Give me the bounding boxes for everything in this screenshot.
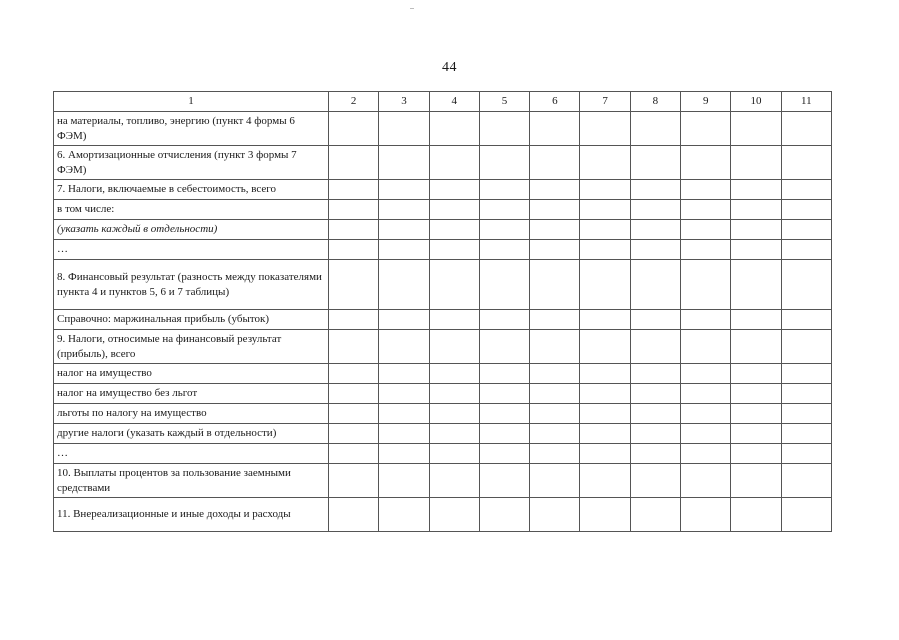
empty-cell — [781, 112, 831, 146]
header-row — [54, 92, 832, 112]
empty-cell — [681, 424, 731, 444]
empty-cell — [580, 260, 630, 310]
empty-cell — [479, 112, 529, 146]
scan-speck — [410, 8, 414, 9]
empty-cell — [530, 220, 580, 240]
empty-cell — [379, 220, 429, 240]
empty-cell — [731, 330, 781, 364]
empty-cell — [781, 260, 831, 310]
empty-cell — [429, 112, 479, 146]
table-row — [54, 200, 832, 220]
table-row — [54, 310, 832, 330]
empty-cell — [329, 112, 379, 146]
empty-cell — [329, 364, 379, 384]
column-header: 11 — [781, 92, 831, 112]
row-label: налог на имущество — [54, 364, 329, 384]
empty-cell — [429, 200, 479, 220]
empty-cell — [429, 444, 479, 464]
empty-cell — [429, 260, 479, 310]
empty-cell — [731, 424, 781, 444]
table-row — [54, 444, 832, 464]
empty-cell — [630, 384, 680, 404]
data-table — [53, 91, 832, 532]
row-label: 11. Внереализационные и иные доходы и расходы — [54, 498, 329, 532]
empty-cell — [731, 444, 781, 464]
row-label: 7. Налоги, включаемые в себестоимость, всего — [54, 180, 329, 200]
empty-cell — [630, 310, 680, 330]
column-header: 2 — [329, 92, 379, 112]
row-label: 10. Выплаты процентов за пользование заемными средствами — [54, 464, 329, 498]
empty-cell — [731, 240, 781, 260]
empty-cell — [681, 146, 731, 180]
empty-cell — [329, 310, 379, 330]
empty-cell — [479, 146, 529, 180]
empty-cell — [379, 146, 429, 180]
empty-cell — [731, 200, 781, 220]
empty-cell — [479, 444, 529, 464]
empty-cell — [731, 364, 781, 384]
row-label: налог на имущество без льгот — [54, 384, 329, 404]
empty-cell — [379, 310, 429, 330]
empty-cell — [429, 404, 479, 424]
empty-cell — [781, 200, 831, 220]
empty-cell — [630, 260, 680, 310]
empty-cell — [479, 330, 529, 364]
empty-cell — [580, 444, 630, 464]
empty-cell — [580, 180, 630, 200]
empty-cell — [329, 464, 379, 498]
empty-cell — [379, 404, 429, 424]
empty-cell — [379, 424, 429, 444]
table-row — [54, 180, 832, 200]
empty-cell — [429, 498, 479, 532]
empty-cell — [379, 364, 429, 384]
row-label: на материалы, топливо, энергию (пункт 4 формы 6 ФЭМ) — [54, 112, 329, 146]
empty-cell — [329, 180, 379, 200]
empty-cell — [781, 310, 831, 330]
table-row — [54, 220, 832, 240]
empty-cell — [630, 498, 680, 532]
empty-cell — [681, 240, 731, 260]
empty-cell — [630, 364, 680, 384]
empty-cell — [630, 464, 680, 498]
page-number: 44 — [442, 60, 457, 75]
empty-cell — [630, 112, 680, 146]
empty-cell — [530, 498, 580, 532]
table-body — [54, 112, 832, 532]
empty-cell — [379, 112, 429, 146]
empty-cell — [681, 200, 731, 220]
empty-cell — [479, 404, 529, 424]
empty-cell — [781, 146, 831, 180]
empty-cell — [580, 364, 630, 384]
empty-cell — [681, 384, 731, 404]
empty-cell — [630, 180, 680, 200]
empty-cell — [379, 180, 429, 200]
empty-cell — [731, 146, 781, 180]
empty-cell — [630, 424, 680, 444]
empty-cell — [781, 444, 831, 464]
empty-cell — [530, 364, 580, 384]
empty-cell — [329, 146, 379, 180]
empty-cell — [580, 404, 630, 424]
empty-cell — [681, 330, 731, 364]
table-row — [54, 112, 832, 146]
empty-cell — [580, 240, 630, 260]
empty-cell — [479, 260, 529, 310]
column-header: 1 — [54, 92, 329, 112]
column-header: 3 — [379, 92, 429, 112]
empty-cell — [630, 146, 680, 180]
column-header: 10 — [731, 92, 781, 112]
empty-cell — [479, 464, 529, 498]
empty-cell — [731, 384, 781, 404]
empty-cell — [580, 310, 630, 330]
empty-cell — [580, 498, 630, 532]
empty-cell — [329, 498, 379, 532]
empty-cell — [580, 330, 630, 364]
empty-cell — [429, 364, 479, 384]
table-row — [54, 384, 832, 404]
empty-cell — [429, 220, 479, 240]
empty-cell — [429, 146, 479, 180]
empty-cell — [479, 384, 529, 404]
table-row — [54, 364, 832, 384]
empty-cell — [329, 384, 379, 404]
empty-cell — [530, 146, 580, 180]
empty-cell — [580, 384, 630, 404]
empty-cell — [379, 200, 429, 220]
empty-cell — [580, 200, 630, 220]
row-label: … — [54, 444, 329, 464]
empty-cell — [379, 384, 429, 404]
empty-cell — [429, 384, 479, 404]
empty-cell — [681, 260, 731, 310]
row-label: 6. Амортизационные отчисления (пункт 3 формы 7 ФЭМ) — [54, 146, 329, 180]
empty-cell — [580, 146, 630, 180]
empty-cell — [429, 424, 479, 444]
table-row — [54, 498, 832, 532]
empty-cell — [479, 310, 529, 330]
empty-cell — [731, 112, 781, 146]
row-label: … — [54, 240, 329, 260]
empty-cell — [630, 330, 680, 364]
empty-cell — [429, 180, 479, 200]
empty-cell — [379, 260, 429, 310]
empty-cell — [630, 200, 680, 220]
row-label: (указать каждый в отдельности) — [54, 220, 329, 240]
empty-cell — [479, 424, 529, 444]
empty-cell — [781, 384, 831, 404]
column-header: 5 — [479, 92, 529, 112]
column-header: 9 — [681, 92, 731, 112]
empty-cell — [479, 220, 529, 240]
empty-cell — [530, 384, 580, 404]
column-header: 8 — [630, 92, 680, 112]
empty-cell — [530, 240, 580, 260]
empty-cell — [781, 498, 831, 532]
empty-cell — [580, 112, 630, 146]
table-row — [54, 404, 832, 424]
row-label: Справочно: маржинальная прибыль (убыток) — [54, 310, 329, 330]
empty-cell — [681, 444, 731, 464]
empty-cell — [379, 498, 429, 532]
table-row — [54, 240, 832, 260]
table-row — [54, 260, 832, 310]
column-header: 4 — [429, 92, 479, 112]
empty-cell — [681, 180, 731, 200]
empty-cell — [781, 180, 831, 200]
empty-cell — [630, 220, 680, 240]
empty-cell — [530, 424, 580, 444]
table-row — [54, 464, 832, 498]
row-label: 8. Финансовый результат (разность между показателями пункта 4 и пунктов 5, 6 и 7 таблицы) — [54, 260, 329, 310]
empty-cell — [731, 220, 781, 240]
empty-cell — [731, 404, 781, 424]
empty-cell — [630, 404, 680, 424]
empty-cell — [429, 330, 479, 364]
empty-cell — [429, 310, 479, 330]
empty-cell — [479, 364, 529, 384]
empty-cell — [781, 404, 831, 424]
empty-cell — [379, 240, 429, 260]
empty-cell — [329, 240, 379, 260]
empty-cell — [530, 404, 580, 424]
empty-cell — [781, 464, 831, 498]
row-label: льготы по налогу на имущество — [54, 404, 329, 424]
empty-cell — [479, 498, 529, 532]
empty-cell — [731, 180, 781, 200]
empty-cell — [429, 464, 479, 498]
empty-cell — [530, 112, 580, 146]
empty-cell — [479, 200, 529, 220]
empty-cell — [479, 180, 529, 200]
empty-cell — [681, 364, 731, 384]
column-header: 6 — [530, 92, 580, 112]
empty-cell — [681, 112, 731, 146]
empty-cell — [781, 424, 831, 444]
empty-cell — [530, 444, 580, 464]
empty-cell — [781, 220, 831, 240]
column-header: 7 — [580, 92, 630, 112]
empty-cell — [630, 444, 680, 464]
empty-cell — [681, 498, 731, 532]
row-label: в том числе: — [54, 200, 329, 220]
empty-cell — [580, 220, 630, 240]
table-row — [54, 330, 832, 364]
empty-cell — [530, 200, 580, 220]
empty-cell — [329, 404, 379, 424]
empty-cell — [530, 180, 580, 200]
empty-cell — [429, 240, 479, 260]
empty-cell — [731, 260, 781, 310]
empty-cell — [329, 444, 379, 464]
row-label: 9. Налоги, относимые на финансовый результат (прибыль), всего — [54, 330, 329, 364]
empty-cell — [379, 464, 429, 498]
empty-cell — [630, 240, 680, 260]
empty-cell — [781, 364, 831, 384]
empty-cell — [580, 424, 630, 444]
empty-cell — [329, 424, 379, 444]
empty-cell — [479, 240, 529, 260]
empty-cell — [329, 330, 379, 364]
empty-cell — [530, 464, 580, 498]
empty-cell — [781, 240, 831, 260]
table-row — [54, 146, 832, 180]
empty-cell — [681, 404, 731, 424]
empty-cell — [681, 464, 731, 498]
empty-cell — [731, 498, 781, 532]
empty-cell — [681, 310, 731, 330]
empty-cell — [329, 260, 379, 310]
empty-cell — [530, 330, 580, 364]
empty-cell — [379, 444, 429, 464]
table-row — [54, 424, 832, 444]
empty-cell — [379, 330, 429, 364]
empty-cell — [781, 330, 831, 364]
empty-cell — [681, 220, 731, 240]
empty-cell — [731, 464, 781, 498]
empty-cell — [329, 220, 379, 240]
empty-cell — [580, 464, 630, 498]
empty-cell — [731, 310, 781, 330]
empty-cell — [329, 200, 379, 220]
empty-cell — [530, 310, 580, 330]
empty-cell — [530, 260, 580, 310]
row-label: другие налоги (указать каждый в отдельности) — [54, 424, 329, 444]
